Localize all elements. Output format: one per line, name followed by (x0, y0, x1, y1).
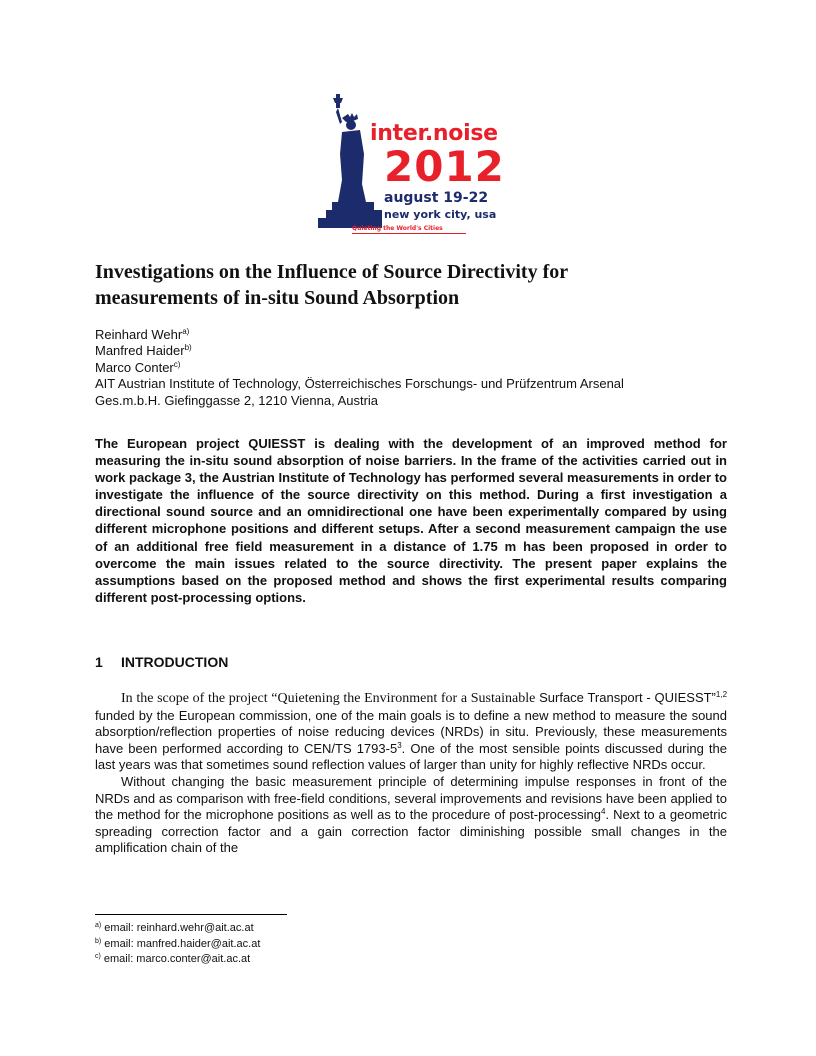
author-2 (95, 343, 727, 359)
paragraph-text: . Next to a geometric spreading correction factor and a gain correction factor diminishing possible small changes in the amplification chain of the (95, 807, 727, 856)
author-mark: b) (184, 343, 192, 353)
conference-logo (318, 94, 506, 240)
introduction-body (95, 690, 727, 857)
logo-dates: august 19-22 (384, 190, 489, 206)
author-name: Reinhard Wehr (95, 327, 183, 342)
author-3 (95, 360, 727, 376)
paragraph-text: Without changing the basic measurement principle of determining impulse responses in front of the NRDs and as comparison with free-field conditions, several improvements and revisions have been applied to the method for the microphone positions as well as to the procedure of post-processing (95, 773, 727, 823)
affiliation-line-1: AIT Austrian Institute of Technology, Österreichisches Forschungs- und Prüfzentrum Arsenal (95, 376, 624, 392)
abstract: The European project QUIESST is dealing with the development of an improved method for measuring the in-situ sound absorption of noise barriers. In the frame of the activities carried out in work package 3, the Austrian Institute of Technology has performed several measurements in order to investigate the influence of the source directivity on this method. During a first investigation a directional sound source and an omnidirectional one have been experimentally compared by using different microphone positions and different setups. After a second measurement campaign the use of an additional free field measurement in a distance of 1.75 m has been proposed in order to overcome the main issues related to the source directivity. The present paper explains the assumptions based on the proposed method and shows the first experimental results comparing different post-processing options. (95, 436, 727, 605)
footnote-mark: b) (95, 937, 102, 945)
footnote-text: email: manfred.haider@ait.ac.at (104, 937, 261, 950)
author-name: Manfred Haider (95, 343, 185, 359)
section-number: 1 (95, 654, 103, 670)
footnotes (95, 921, 260, 968)
footnote-mark: a) (95, 922, 102, 929)
author-mark: a) (182, 327, 190, 336)
logo-divider (352, 233, 466, 234)
paper-title-line-1: Investigations on the Influence of Source Directivity for (95, 261, 569, 283)
logo-wordmark: inter.noise (370, 121, 498, 146)
paragraph-1 (95, 690, 727, 774)
logo-tagline: Quieting the World's Cities (352, 225, 443, 232)
paragraph-text: funded by the European commission, one of the main goals is to define a new method to measure the sound absorption/reflection properties of noise reducing devices (NRDs) in situ. Previously, these measurements have been performed according to CEN/TS 1793-5 (95, 707, 727, 756)
paragraph-text: In the scope of the project “Quietening the Environment for a Sustainable (121, 691, 536, 706)
author-mark: c) (173, 359, 181, 369)
logo-city: new york city, usa (384, 208, 497, 221)
paragraph-text: . One of the most sensible points discussed during the last years was that sometimes sound reflection values of larger than unity for highly reflective NRDs occur. (95, 740, 727, 773)
footnote-text: email: reinhard.wehr@ait.ac.at (104, 922, 254, 934)
affiliation-line-2: Ges.m.b.H. Giefinggasse 2, 1210 Vienna, Austria (95, 392, 379, 408)
paragraph-text: Surface Transport - QUIESST” (535, 690, 716, 705)
paper-title-line-2: measurements of in-situ Sound Absorption (95, 287, 460, 309)
footnote-item (95, 952, 260, 968)
footnote-text: email: marco.conter@ait.ac.at (103, 953, 251, 965)
author-block (95, 327, 727, 409)
statue-of-liberty-icon (318, 94, 382, 228)
paragraph-2 (95, 774, 727, 857)
footnote-mark: c) (95, 953, 101, 960)
author-1 (95, 327, 727, 343)
logo-year: 2012 (384, 142, 505, 191)
footnote-divider (95, 914, 287, 915)
citation-mark: 4 (601, 807, 606, 817)
section-title: INTRODUCTION (121, 654, 229, 670)
citation-mark: 3 (397, 740, 402, 750)
section-heading (95, 654, 228, 670)
paper-title (95, 259, 735, 311)
citation-mark: 1,2 (715, 690, 728, 699)
author-name: Marco Conter (95, 359, 174, 375)
footnote-item (95, 921, 260, 937)
footnote-item (95, 937, 260, 953)
